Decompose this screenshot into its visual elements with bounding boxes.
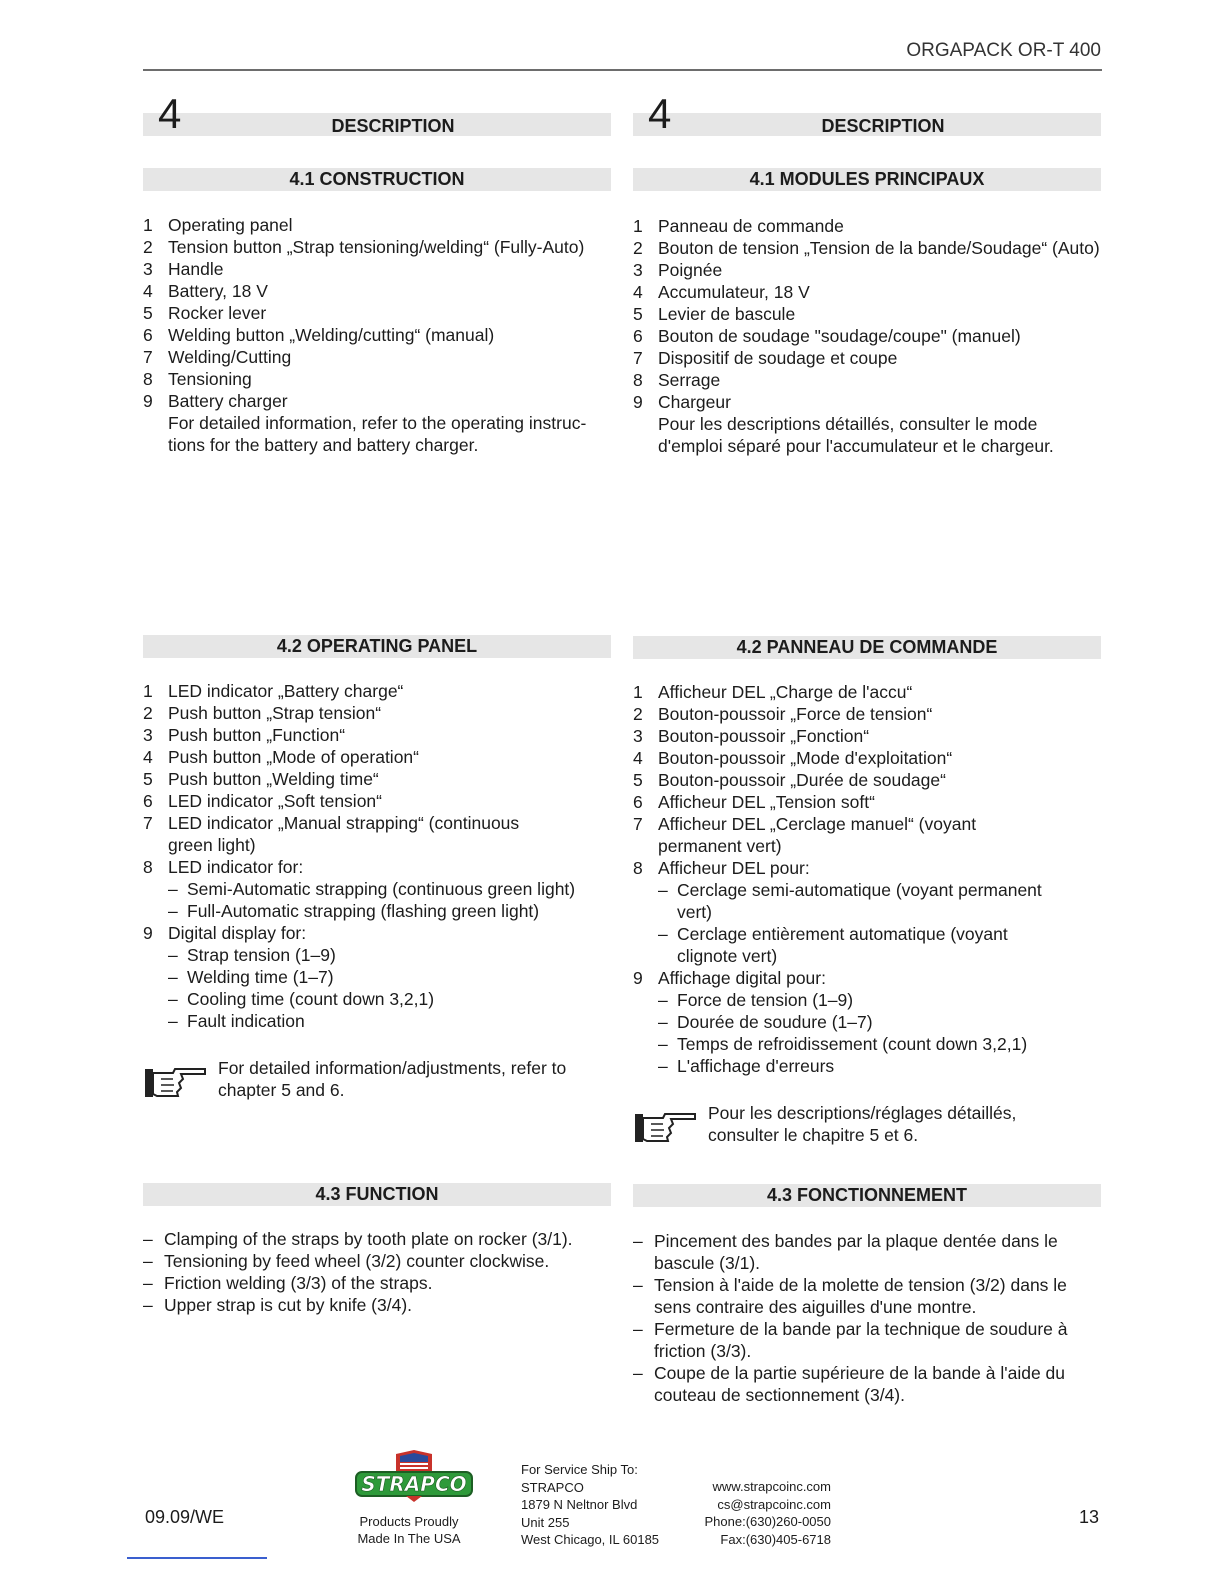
list-item: 4 Bouton-poussoir „Mode d'exploitation“ bbox=[633, 748, 953, 768]
right-column bbox=[633, 0, 1101, 1584]
list-item: 9 Affichage digital pour: bbox=[633, 968, 826, 988]
chapter-heading bbox=[633, 88, 1101, 138]
list-item: – Upper strap is cut by knife (3/4). bbox=[143, 1295, 413, 1315]
strapco-logo bbox=[354, 1450, 474, 1502]
list-item: 5 Push button „Welding time“ bbox=[143, 769, 379, 789]
construction-note: For detailed information, refer to the operating instruc-tions for the battery and battery charger. bbox=[168, 413, 587, 455]
sub-item: – Cerclage semi-automatique (voyant permanent vert) bbox=[658, 880, 1042, 922]
pointing-hand-icon bbox=[633, 1106, 699, 1146]
list-item: 2 Bouton de tension „Tension de la bande/Soudage“ (Auto) bbox=[633, 238, 1100, 258]
list-item: – Clamping of the straps by tooth plate on rocker (3/1). bbox=[143, 1229, 573, 1249]
list-item: 2 Push button „Strap tension“ bbox=[143, 703, 382, 723]
section-title-panneau: 4.2 PANNEAU DE COMMANDE bbox=[633, 636, 1101, 659]
list-item: – Friction welding (3/3) of the straps. bbox=[143, 1273, 433, 1293]
list-item: – Tension à l'aide de la molette de tension (3/2) dans le sens contraire des aiguilles d'une montre. bbox=[633, 1275, 1067, 1317]
panneau-list bbox=[633, 681, 1103, 1077]
logo-caption: Products Proudly Made In The USA bbox=[357, 1514, 461, 1546]
list-item: 3 Bouton-poussoir „Fonction“ bbox=[633, 726, 870, 746]
list-item: – Coupe de la partie supérieure de la bande à l'aide du couteau de sectionnement (3/4). bbox=[633, 1363, 1066, 1405]
list-item: 8 LED indicator for: bbox=[143, 857, 304, 877]
reference-hint-text: Pour les descriptions/réglages détaillés, consulter le chapitre 5 et 6. bbox=[708, 1103, 1017, 1145]
list-item: 8 Tensioning bbox=[143, 369, 252, 389]
list-item: 9 Chargeur bbox=[633, 392, 731, 412]
list-item: 4 Accumulateur, 18 V bbox=[633, 282, 810, 302]
list-item: 7 Welding/Cutting bbox=[143, 347, 292, 367]
link-underline bbox=[127, 1557, 267, 1559]
sub-item: – L'affichage d'erreurs bbox=[658, 1056, 835, 1076]
website-link[interactable]: www.strapcoinc.com bbox=[712, 1479, 831, 1494]
sub-item: – Semi-Automatic strapping (continuous green light) bbox=[168, 879, 576, 899]
section-title-function: 4.3 FUNCTION bbox=[143, 1183, 611, 1206]
list-item: 4 Battery, 18 V bbox=[143, 281, 268, 301]
sub-item: – Cerclage entièrement automatique (voyant clignote vert) bbox=[658, 924, 1008, 966]
list-item: 7 LED indicator „Manual strapping“ (continuous green light) bbox=[143, 813, 520, 855]
list-item: 8 Serrage bbox=[633, 370, 721, 390]
list-item: 1 Operating panel bbox=[143, 215, 293, 235]
list-item: 9 Battery charger bbox=[143, 391, 288, 411]
list-item: 6 LED indicator „Soft tension“ bbox=[143, 791, 382, 811]
list-item: 1 LED indicator „Battery charge“ bbox=[143, 681, 404, 701]
email-link[interactable]: cs@strapcoinc.com bbox=[717, 1496, 831, 1512]
chapter-title: DESCRIPTION bbox=[821, 116, 945, 136]
modules-note: Pour les descriptions détaillés, consulter le mode d'emploi séparé pour l'accumulateur et le chargeur. bbox=[658, 414, 1054, 456]
function-list bbox=[143, 1228, 573, 1316]
list-item: 6 Bouton de soudage "soudage/coupe" (manuel) bbox=[633, 326, 1021, 346]
list-item: – Fermeture de la bande par la technique de soudure à friction (3/3). bbox=[633, 1319, 1068, 1361]
sub-item: – Temps de refroidissement (count down 3,2,1) bbox=[658, 1034, 1028, 1054]
list-item: 3 Poignée bbox=[633, 260, 723, 280]
reference-hint-text: For detailed information/adjustments, refer to chapter 5 and 6. bbox=[218, 1058, 567, 1100]
list-item: 2 Tension button „Strap tensioning/welding“ (Fully-Auto) bbox=[143, 237, 585, 257]
construction-list bbox=[143, 214, 613, 456]
footer-date: 09.09/WE bbox=[145, 1507, 225, 1527]
sub-item: – Cooling time (count down 3,2,1) bbox=[168, 989, 435, 1009]
list-item: 4 Push button „Mode of operation“ bbox=[143, 747, 419, 767]
chapter-title: DESCRIPTION bbox=[331, 116, 455, 136]
list-item: 2 Bouton-poussoir „Force de tension“ bbox=[633, 704, 933, 724]
list-item: 6 Welding button „Welding/cutting“ (manual) bbox=[143, 325, 495, 345]
list-item: 6 Afficheur DEL „Tension soft“ bbox=[633, 792, 875, 812]
sub-item: – Force de tension (1–9) bbox=[658, 990, 854, 1010]
list-item: 5 Levier de bascule bbox=[633, 304, 796, 324]
list-item: 5 Bouton-poussoir „Durée de soudage“ bbox=[633, 770, 946, 790]
chapter-number: 4 bbox=[158, 90, 182, 137]
list-item: – Pincement des bandes par la plaque dentée dans le bascule (3/1). bbox=[633, 1231, 1058, 1273]
list-item: 1 Panneau de commande bbox=[633, 216, 844, 236]
list-item: 8 Afficheur DEL pour: bbox=[633, 858, 810, 878]
list-item: 3 Handle bbox=[143, 259, 224, 279]
section-title-fonctionnement: 4.3 FONCTIONNEMENT bbox=[633, 1184, 1101, 1207]
sub-item: – Dourée de soudure (1–7) bbox=[658, 1012, 873, 1032]
operating-panel-list bbox=[143, 680, 613, 1032]
chapter-heading bbox=[143, 88, 611, 138]
section-title-modules: 4.1 MODULES PRINCIPAUX bbox=[633, 168, 1101, 191]
contact-info: www.strapcoinc.com cs@strapcoinc.com Phone:(630)260-0050 Fax:(630)405-6718 bbox=[696, 1478, 831, 1548]
fonctionnement-list bbox=[633, 1230, 1083, 1406]
list-item: 7 Afficheur DEL „Cerclage manuel“ (voyant permanent vert) bbox=[633, 814, 977, 856]
sub-item: – Fault indication bbox=[168, 1011, 305, 1031]
chapter-number: 4 bbox=[648, 90, 672, 137]
sub-item: – Full-Automatic strapping (flashing green light) bbox=[168, 901, 540, 921]
list-item: – Tensioning by feed wheel (3/2) counter clockwise. bbox=[143, 1251, 550, 1271]
list-item: 9 Digital display for: bbox=[143, 923, 307, 943]
list-item: 5 Rocker lever bbox=[143, 303, 267, 323]
list-item: 1 Afficheur DEL „Charge de l'accu“ bbox=[633, 682, 913, 702]
svg-text:STRAPCO: STRAPCO bbox=[361, 1472, 467, 1496]
page-number: 13 bbox=[1079, 1507, 1100, 1527]
sub-item: – Welding time (1–7) bbox=[168, 967, 334, 987]
list-item: 7 Dispositif de soudage et coupe bbox=[633, 348, 898, 368]
section-title-operating-panel: 4.2 OPERATING PANEL bbox=[143, 635, 611, 658]
pointing-hand-icon bbox=[143, 1061, 209, 1101]
document-title: ORGAPACK OR-T 400 bbox=[906, 40, 1101, 61]
sub-item: – Strap tension (1–9) bbox=[168, 945, 336, 965]
service-address: For Service Ship To: STRAPCO 1879 N Neltnor Blvd Unit 255 West Chicago, IL 60185 bbox=[521, 1462, 660, 1547]
list-item: 3 Push button „Function“ bbox=[143, 725, 346, 745]
section-title-construction: 4.1 CONSTRUCTION bbox=[143, 168, 611, 191]
left-column bbox=[143, 0, 611, 1584]
modules-list bbox=[633, 215, 1124, 457]
